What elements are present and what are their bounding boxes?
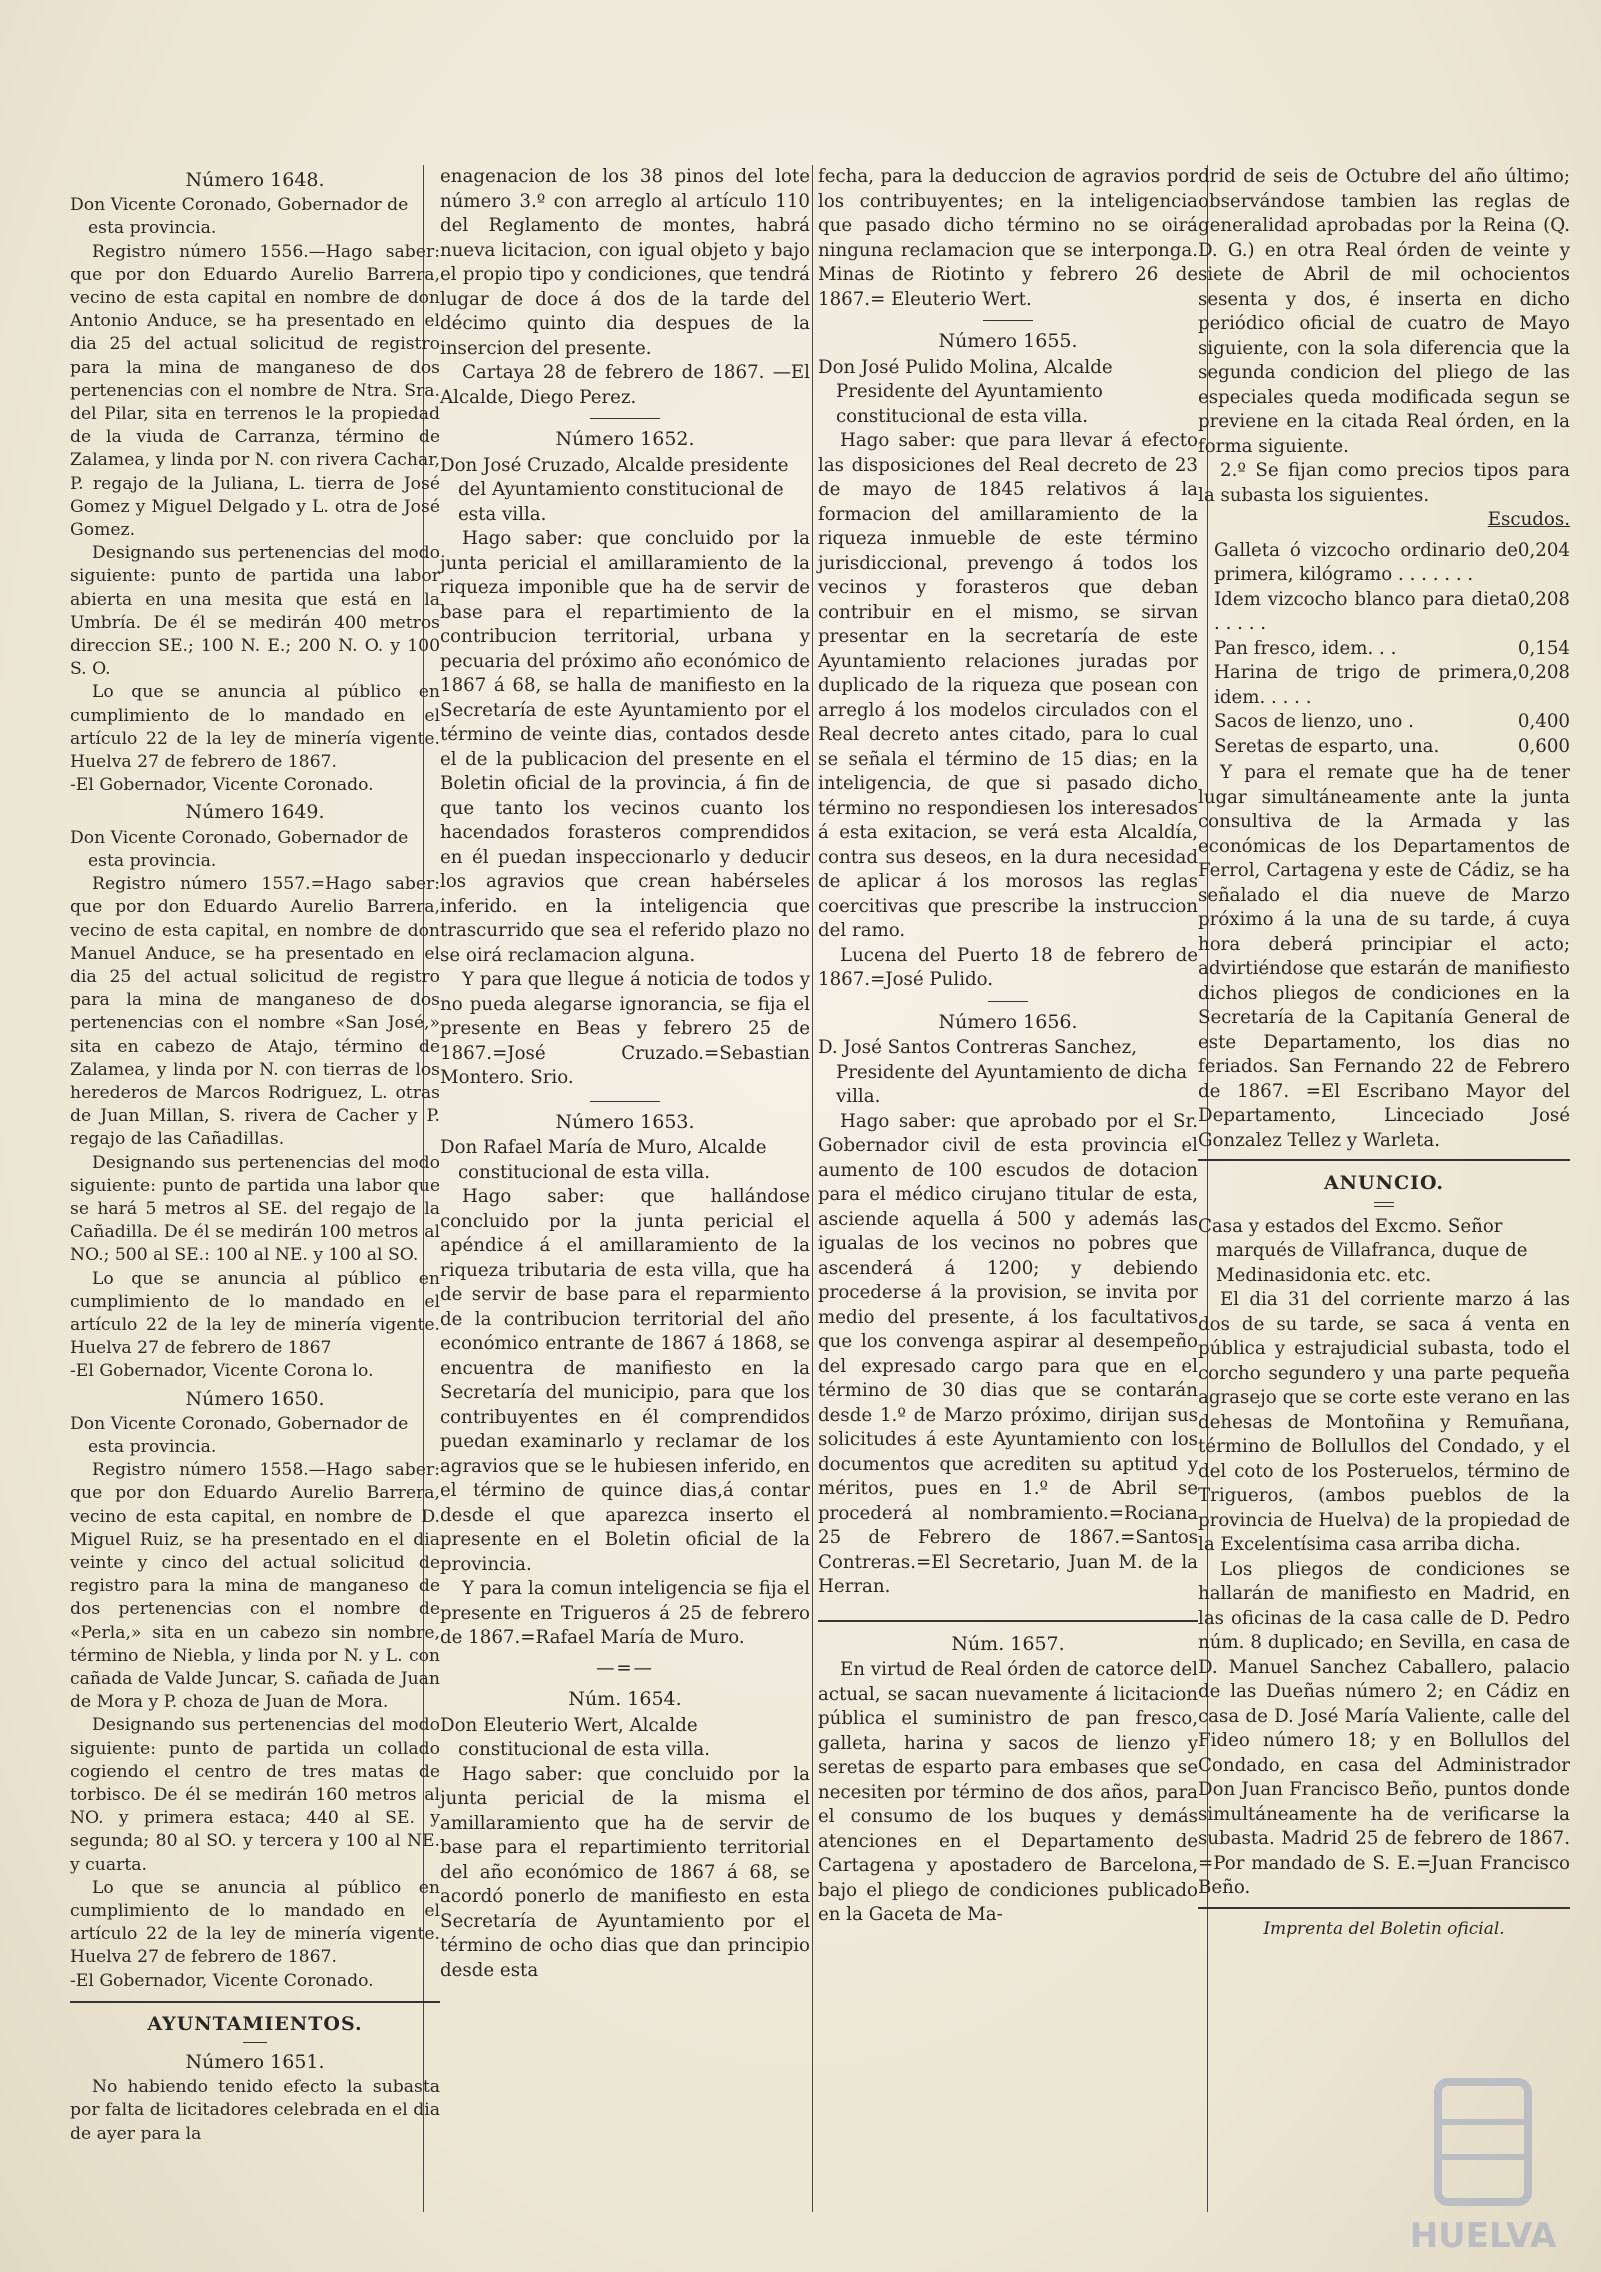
notice-body: Y para la comun inteligencia se fija el presente en Trigueros á 25 de febrero de 1867.=Rafael María de Muro. xyxy=(440,1578,810,1648)
notice-heading: D. José Santos Contreras Sanchez, Presidente del Ayuntamiento de dicha villa. xyxy=(818,1037,1188,1107)
notice-number: Núm. 1654. xyxy=(568,1688,682,1710)
notice-body: Hago saber: que aprobado por el Sr. Gobernador civil de esta provincia el aumento de 100 escudos de dotacion para el médico cirujano titular de esta, asciende aquella á 500 y además las igualas de los vecinos no pobres que ascenderá á 1200; y debiendo procederse á la provision, se invita por medio del presente, á los facultativos que los convenga aspirar al desempeño del expresado cargo para que en el término de 30 dias que se contarán desde 1.º de Marzo próximo, dirijan sus solicitudes á este Ayuntamiento con los documentos que acrediten su aptitud y méritos, pues en 1.º de Abril se procederá al nombramiento.=Rociana 25 de Febrero de 1867.=Santos Contreras.=El Secretario, Juan M. de la Herran. xyxy=(818,1110,1198,1597)
divider xyxy=(243,2042,267,2043)
divider xyxy=(70,2001,440,2003)
price-value: 0,154 xyxy=(1517,637,1570,659)
section-title: ANUNCIO. xyxy=(1323,1172,1445,1194)
notice-number: Núm. 1657. xyxy=(951,1632,1065,1655)
notice-heading: Don Vicente Coronado, Gobernador de esta provincia. xyxy=(70,1413,409,1457)
divider xyxy=(590,418,660,419)
notice-heading: Don Vicente Coronado, Gobernador de esta provincia. xyxy=(70,195,409,239)
notice-body: Lo que se anuncia al público en cumplimiento de lo mandado en el artículo 22 de la ley de minería vigente. Huelva 27 de febrero de 1867. xyxy=(70,1877,440,1968)
column-rule xyxy=(812,165,813,2212)
printer-credit: Imprenta del Boletin oficial. xyxy=(1263,1918,1505,1939)
separator: —=— xyxy=(596,1657,654,1679)
divider xyxy=(983,320,1033,321)
price-row xyxy=(1214,539,1570,588)
notice-body: drid de seis de Octubre del año último; observándose tambien las reglas de generalidad aprobadas por la Reina (Q. D. G.) en otra Real órden de veinte y siete de Abril de mil ochocientos sesenta y dos, é inserta en dicho periódico oficial de cuatro de Mayo siguiente, con la sola diferencia que la segunda condicion del pliego de las especiales queda modificada segun se previene en la citada Real órden, en la forma siguiente. xyxy=(1198,166,1570,457)
notice-heading: Don Rafael María de Muro, Alcalde constitucional de esta villa. xyxy=(440,1137,767,1183)
divider xyxy=(818,1620,1198,1622)
notice-body: Lo que se anuncia al público en cumplimiento de lo mandado en el artículo 22 de la ley de minería vigente. Huelva 27 de febrero de 1867. xyxy=(70,682,440,773)
notice-body: En virtud de Real órden de catorce del actual, se sacan nuevamente á licitacion pública el suministro de pan fresco, galleta, harina y sacos de lienzo y seretas de esparto para embases que se necesiten por término de dos años, para el consumo de los buques y demás atenciones en el Departamento de Cartagena y apostadero de Barcelona, bajo el pliego de condiciones publicado en la Gaceta de Ma- xyxy=(818,1659,1198,1925)
notice-signature: Cartaya 28 de febrero de 1867. —El Alcalde, Diego Perez. xyxy=(440,362,810,408)
price-row xyxy=(1214,710,1570,735)
price-label: Idem vizcocho blanco para dieta . . . . . xyxy=(1214,588,1518,634)
currency-label: Escudos. xyxy=(1487,509,1570,530)
price-row xyxy=(1214,661,1570,710)
column-4 xyxy=(1198,165,1570,1941)
notice-body: Hago saber: que para llevar á efecto las disposiciones del Real decreto de 23 de mayo de 1845 relativos á la formacion del amillaramiento de la riqueza inmueble de este término jurisdiccional, prevengo á todos los vecinos y forasteros que deban contribuir en el mismo, se sirvan presentar en la secretaría de este Ayuntamiento relaciones juradas por duplicado de la riqueza que posean con arreglo á los modelos circulados con el Real decreto antes citado, para lo cual se señala el término de 15 dias; en la inteligencia, de que si pasado dicho término no respondiesen los interesados á esta exitacion, se verá esta Alcaldía, contra sus deseos, en la dura necesidad de aplicar á los morosos las reglas coercitivas que prescribe la instruccion del ramo. xyxy=(818,430,1198,941)
price-value: 0,208 xyxy=(1517,662,1570,683)
notice-body: Y para que llegue á noticia de todos y no pueda alegarse ignorancia, se fija el presente en Beas y febrero 25 de 1867.=José Cruzado.=Sebastian Montero. Srio. xyxy=(440,969,810,1088)
price-label: Pan fresco, idem. . . xyxy=(1214,637,1397,659)
column-1 xyxy=(70,165,440,2146)
divider xyxy=(1198,1907,1570,1909)
price-label: Sacos de lienzo, uno . xyxy=(1214,711,1414,732)
notice-number: Número 1655. xyxy=(938,330,1078,352)
price-label: Harina de trigo de primera, idem. . . . . xyxy=(1214,662,1518,708)
notice-body: Lo que se anuncia al público en cumplimiento de lo mandado en el artículo 22 de la ley de minería vigente. Huelva 27 de febrero de 1867 xyxy=(70,1268,440,1359)
notice-heading: Casa y estados del Excmo. Señor marqués de Villafranca, duque de Medinasidonia etc. etc. xyxy=(1198,1215,1528,1286)
notice-body: Los pliegos de condiciones se hallarán de manifiesto en Madrid, en las oficinas de la casa calle de D. Pedro núm. 8 duplicado; en Sevilla, en casa de D. Manuel Sanchez Caballero, palacio de las Dueñas número 2; en Cádiz en casa de D. José María Valiente, calle del Fideo número 18; y en Bollullos del Condado, en casa del Administrador Don Juan Francisco Beño, puntos donde simultáneamente ha de verificarse la subasta. Madrid 25 de febrero de 1867. =Por mandado de S. E.=Juan Francisco Beño. xyxy=(1198,1558,1570,1898)
notice-body: Registro número 1556.—Hago saber: que por don Eduardo Aurelio Barrera, vecino de esta capital en nombre de don Antonio Anduce, se ha presentado en el dia 25 del actual solicitud de registro para la mina de manganeso de dos pertenencias con el nombre de Ntra. Sra. del Pilar, sita en terrenos le la propiedad de la viuda de Carranza, término de Zalamea, y linda por N. con rivera Cachar, P. regajo de la Juliana, L. tierra de José Gomez y Miguel Delgado y L. otra de José Gomez. xyxy=(70,241,440,541)
notice-body: Hago saber: que concluido por la junta pericial el amillaramiento de la riqueza imponible que ha de servir de base para el repartimiento de la contribucion territorial, urbana y pecuaria del próximo año económico de 1867 á 68, se halla de manifiesto en la Secretaría de este Ayuntamiento por el término de veinte dias, contados desde el de la publicacion del presente en el Boletin oficial de la provincia, á fin de que tanto los vecinos cuanto los hacendados forasteros comprendidos en él puedan inspeccionarlo y deducir los agravios que crean habérseles inferido. en la inteligencia que trascurrido que sea el referido plazo no se oirá reclamacion alguna. xyxy=(440,528,810,966)
notice-body: Hago saber: que hallándose concluido por la junta pericial el apéndice á el amillaramiento de la riqueza tributaria de esta villa, que ha de servir de base para el reparmiento de la contribucion territorial del año económico entrante de 1867 á 1868, se encuentra de manifiesto en la Secretaría del municipio, para que los contribuyentes en él comprendidos puedan examinarlo y reclamar de los agravios que se le hubiesen inferido, en el término de quince dias,á contar desde el que aparezca inserto el presente en el Boletin oficial de la provincia. xyxy=(440,1186,810,1575)
notice-body: enagenacion de los 38 pinos del lote número 3.º con arreglo al artículo 110 del Reglamento de montes, habrá nueva licitacion, con igual objeto y bajo el propio tipo y condiciones, que tendrá lugar de doce á dos de la tarde del décimo quinto dia despues de la insercion del presente. xyxy=(440,166,810,359)
price-value: 0,208 xyxy=(1517,588,1570,610)
column-3 xyxy=(818,165,1198,1928)
notice-body: Hago saber: que concluido por la junta pericial de la misma el amillaramiento que ha de servir de base para el repartimiento territorial del año económico de 1867 á 68, se acordó ponerlo de manifiesto en esta Secretaría de Ayuntamiento por el término de ocho dias que dan principio desde esta xyxy=(440,1763,810,1981)
price-list xyxy=(1214,539,1570,760)
section-title: AYUNTAMIENTOS. xyxy=(147,2012,363,2035)
notice-number: Número 1656. xyxy=(938,1010,1078,1033)
notice-number: Número 1648. xyxy=(185,169,325,191)
price-row xyxy=(1214,735,1570,760)
price-value: 0,400 xyxy=(1517,711,1570,732)
notice-signature: -El Gobernador, Vicente Coronado. xyxy=(70,1970,374,1991)
watermark-text: HUELVA xyxy=(1409,2216,1557,2256)
notice-heading: Don Vicente Coronado, Gobernador de esta provincia. xyxy=(70,827,409,871)
notice-body: No habiendo tenido efecto la subasta por falta de licitadores celebrada en el dia de ayer para la xyxy=(70,2077,440,2144)
divider xyxy=(1374,1202,1394,1207)
notice-signature: Lucena del Puerto 18 de febrero de 1867.=José Pulido. xyxy=(818,944,1198,990)
notice-body: fecha, para la deduccion de agravios por los contribuyentes; en la inteligencia que pasado dicho término no se oirá ninguna reclamacion que se interponga. Minas de Riotinto y febrero 26 de 1867.= Eleuterio Wert. xyxy=(818,166,1198,310)
notice-body: El dia 31 del corriente marzo á las dos de su tarde, se saca á venta en pública y estrajudicial subasta, todo el corcho segundero y una parte pequeña agrasejo que se corte este verano en las dehesas de Montoñina y Remuñana, término de Bollullos del Condado, y el del coto de los Posteruelos, término de Trigueros, (ambos pueblos de la provincia de Huelva) de la propiedad de la Excelentísima casa arriba dicha. xyxy=(1198,1289,1570,1555)
divider xyxy=(988,1001,1028,1002)
notice-signature: -El Gobernador, Vicente Coronado. xyxy=(70,775,374,796)
notice-number: Número 1651. xyxy=(185,2051,325,2074)
notice-number: Número 1653. xyxy=(555,1110,695,1133)
notice-number: Número 1652. xyxy=(555,428,695,450)
notice-number: Número 1650. xyxy=(185,1387,325,1410)
notice-body: Y para el remate que ha de tener lugar simultáneamente ante la junta consultiva de la Armada y las económicas de los Departamentos de Ferrol, Cartagena y este de Cádiz, se ha señalado el dia nueve de Marzo próximo á la una de su tarde, á cuya hora deberá principiar el acto; advirtiéndose que estarán de manifiesto dichos pliegos de condiciones en la Secretaría de la Capitanía General de este Departamento, los dias no feriados. San Fernando 22 de Febrero de 1867. =El Escribano Mayor del Departamento, Linceciado José Gonzalez Tellez y Warleta. xyxy=(1198,762,1570,1151)
notice-body: Registro número 1557.=Hago saber: que por don Eduardo Aurelio Barrera, vecino de esta capital, en nombre de don Manuel Anduce, se ha presentado en el dia 25 del actual solicitud de registro para la mina de manganeso de dos pertenencias con el nombre «San José,» sita en cabezo de Atajo, término de Zalamea, y linda por N. con tierras de los herederos de Marcos Rodriguez, L. otras de Juan Millan, S. rivera de Cacher y P. regajo de las Cañadillas. xyxy=(70,874,440,1150)
notice-body: 2.º Se fijan como precios tipos para la subasta los siguientes. xyxy=(1198,460,1570,506)
divider xyxy=(590,1101,660,1102)
price-row xyxy=(1214,588,1570,637)
notice-body: Designando sus pertenencias del modo siguiente: punto de partida una labor abierta en una mesita que está en la Umbría. De él se medirán 400 metros direccion SE.; 100 N. E.; 200 N. O. y 100 S. O. xyxy=(70,543,440,680)
notice-heading: Don Eleuterio Wert, Alcalde constitucional de esta villa. xyxy=(440,1714,711,1760)
divider xyxy=(1198,1159,1570,1161)
price-row xyxy=(1214,637,1570,662)
notice-body: Designando sus pertenencias del modo siguiente: punto de partida una labor que se hará 5 metros al SE. del regajo de la Cañadilla. De él se medirán 100 metros al NO.; 500 al SE.: 100 al NE. y 100 al SO. xyxy=(70,1152,440,1266)
notice-heading: Don José Cruzado, Alcalde presidente del Ayuntamiento constitucional de esta villa. xyxy=(440,454,789,525)
price-label: Galleta ó vizcocho ordinario de primera, kilógramo . . . . . . . xyxy=(1214,539,1518,585)
column-2 xyxy=(440,165,810,1983)
price-label: Seretas de esparto, una. xyxy=(1214,735,1440,757)
notice-body: Designando sus pertenencias del modo siguiente: punto de partida un collado cogiendo el centro de tres matas de torbisco. De él se medirán 160 metros al NO. y primera estaca; 440 al SE. y segunda; 80 al SO. y tercera y 100 al NE. y cuarta. xyxy=(70,1715,440,1875)
notice-body: Registro número 1558.—Hago saber: que por don Eduardo Aurelio Barrera, vecino de esta capital, en nombre de D. Miguel Ruiz, se ha presentado en el dia veinte y cinco del actual solicitud de registro para la mina de manganeso de dos pertenencias con el nombre de «Perla,» sita en un cabezo sin nombre, término de Niebla, y linda por N. y L. con cañada de Valde Juncar, S. cañada de Juan de Mora y P. choza de Juan de Mora. xyxy=(70,1460,440,1713)
notice-number: Número 1649. xyxy=(185,801,325,824)
notice-heading: Don José Pulido Molina, Alcalde Presidente del Ayuntamiento constitucional de esta villa. xyxy=(818,356,1113,427)
price-value: 0,204 xyxy=(1517,539,1570,561)
notice-signature: -El Gobernador, Vicente Corona lo. xyxy=(70,1361,374,1382)
price-value: 0,600 xyxy=(1517,735,1570,757)
archive-seal-icon xyxy=(1378,2062,1588,2262)
